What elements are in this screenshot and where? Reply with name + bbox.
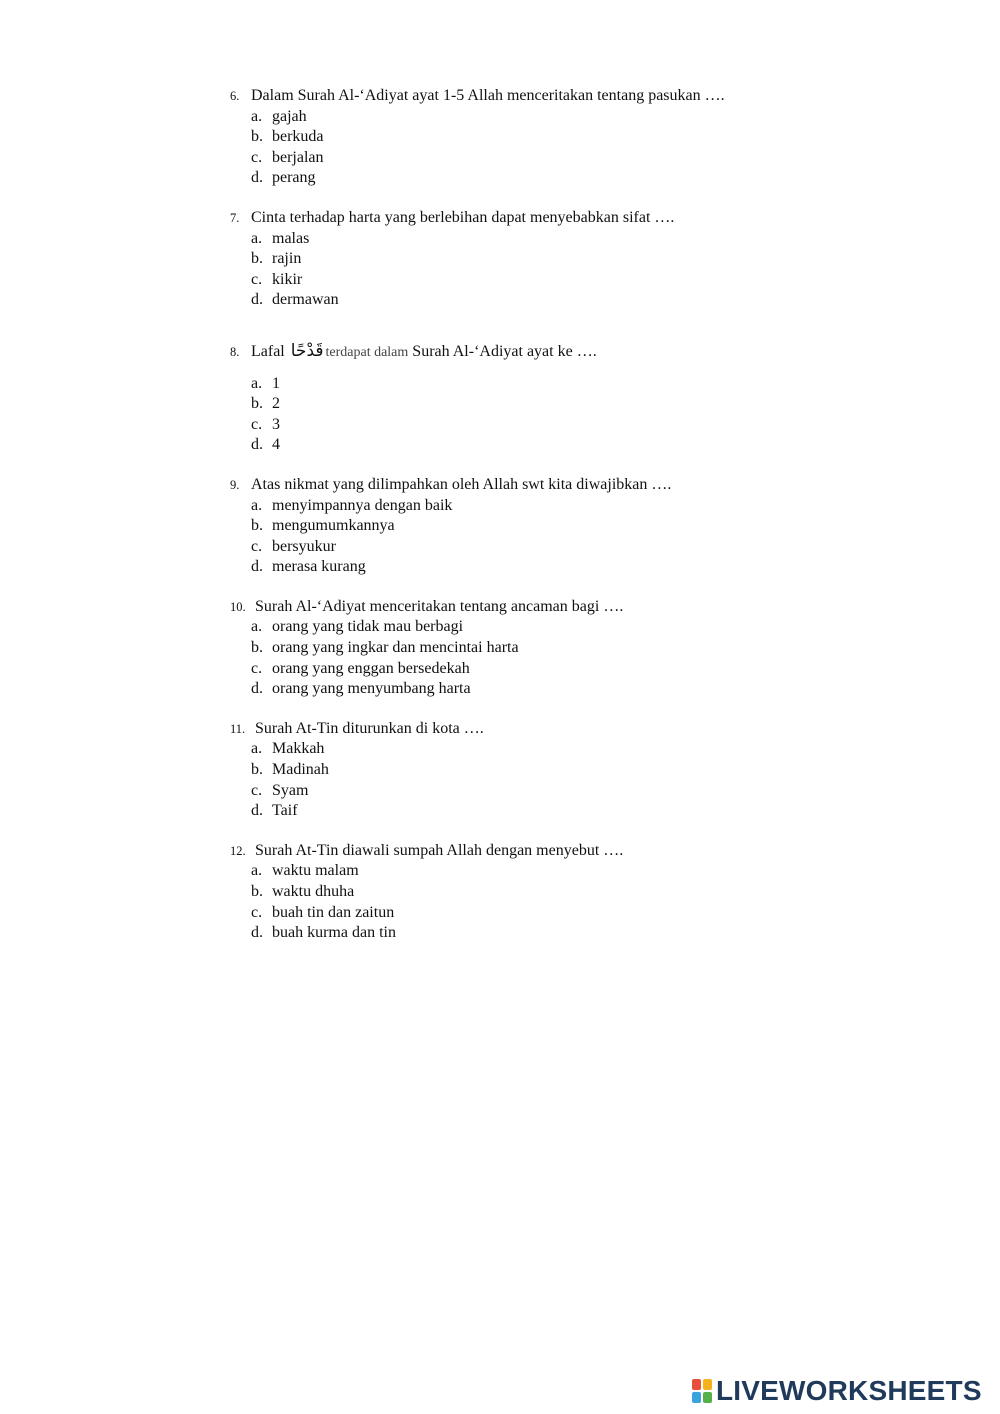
option-text: mengumumkannya xyxy=(272,517,395,535)
question-text-suffix: Surah Al-‘Adiyat ayat ke …. xyxy=(412,342,597,360)
option-text: orang yang ingkar dan mencintai harta xyxy=(272,639,519,657)
option-letter: a. xyxy=(251,862,263,880)
answer-option[interactable] xyxy=(251,415,930,436)
answer-option[interactable] xyxy=(251,229,930,250)
logo-mark-icon xyxy=(692,1379,712,1403)
question-9 xyxy=(230,475,930,578)
option-letter: d. xyxy=(251,558,263,576)
option-letter: b. xyxy=(251,517,263,535)
logo-square xyxy=(692,1379,701,1390)
option-letter: d. xyxy=(251,169,263,187)
option-letter: b. xyxy=(251,250,263,268)
answer-option[interactable] xyxy=(251,760,930,781)
liveworksheets-logo xyxy=(692,1374,982,1408)
logo-text: LIVEWORKSHEETS xyxy=(716,1375,982,1406)
option-letter: b. xyxy=(251,128,263,146)
option-letter: c. xyxy=(251,903,263,921)
answer-option[interactable] xyxy=(251,435,930,456)
option-text: buah kurma dan tin xyxy=(272,924,396,942)
answer-option[interactable] xyxy=(251,516,930,537)
answer-option[interactable] xyxy=(251,659,930,680)
option-letter: d. xyxy=(251,802,263,820)
answer-options xyxy=(230,107,930,189)
answer-option[interactable] xyxy=(251,882,930,903)
option-text: berkuda xyxy=(272,128,324,146)
option-text: kikir xyxy=(272,270,303,288)
question-text: Cinta terhadap harta yang berlebihan dapat menyebabkan sifat …. xyxy=(251,208,675,226)
question-stem xyxy=(230,341,930,364)
option-text: orang yang menyumbang harta xyxy=(272,680,471,698)
option-text: Taif xyxy=(272,802,298,820)
option-text: waktu dhuha xyxy=(272,883,355,900)
option-text: berjalan xyxy=(272,148,324,166)
option-text: waktu malam xyxy=(272,862,359,880)
question-stem xyxy=(230,208,930,229)
answer-option[interactable] xyxy=(251,394,930,415)
option-text: rajin xyxy=(272,250,302,268)
question-stem xyxy=(230,475,930,496)
question-text: Surah At-Tin diturunkan di kota …. xyxy=(255,719,484,737)
option-letter: c. xyxy=(251,415,263,433)
answer-options xyxy=(230,617,930,699)
option-text: gajah xyxy=(272,107,307,125)
logo-square xyxy=(692,1392,701,1403)
option-letter: b. xyxy=(251,883,263,900)
answer-options xyxy=(230,496,930,578)
option-text: 4 xyxy=(272,436,280,454)
option-letter: a. xyxy=(251,740,263,758)
question-stem xyxy=(230,719,930,740)
option-text: malas xyxy=(272,229,310,247)
option-text: orang yang tidak mau berbagi xyxy=(272,618,464,636)
option-letter: c. xyxy=(251,781,263,799)
logo-square xyxy=(703,1379,712,1390)
answer-options xyxy=(230,229,930,311)
question-stem xyxy=(230,841,930,862)
question-number: 12. xyxy=(230,843,246,858)
question-8 xyxy=(230,341,930,456)
option-letter: a. xyxy=(251,618,263,636)
option-letter: c. xyxy=(251,270,263,288)
option-letter: d. xyxy=(251,291,263,309)
question-7 xyxy=(230,208,930,311)
answer-option[interactable] xyxy=(251,781,930,802)
option-letter: d. xyxy=(251,924,263,942)
question-text: Dalam Surah Al-‘Adiyat ayat 1-5 Allah menceritakan tentang pasukan …. xyxy=(251,87,725,104)
option-letter: a. xyxy=(251,229,263,247)
answer-option[interactable] xyxy=(251,127,930,148)
option-letter: a. xyxy=(251,496,263,514)
answer-option[interactable] xyxy=(251,496,930,517)
answer-option[interactable] xyxy=(251,537,930,558)
answer-option[interactable] xyxy=(251,557,930,578)
option-letter: c. xyxy=(251,659,263,677)
question-11 xyxy=(230,719,930,822)
question-number: 6. xyxy=(230,89,240,103)
arabic-word: قَدْحًا xyxy=(290,340,324,361)
option-letter: b. xyxy=(251,639,263,657)
question-stem xyxy=(230,597,930,618)
answer-option[interactable] xyxy=(251,679,930,700)
question-text: Surah Al-‘Adiyat menceritakan tentang ancaman bagi …. xyxy=(255,597,624,615)
question-stem xyxy=(230,86,930,107)
answer-options xyxy=(230,374,930,456)
question-text: Atas nikmat yang dilimpahkan oleh Allah swt kita diwajibkan …. xyxy=(251,475,672,493)
answer-option[interactable] xyxy=(251,148,930,169)
option-text: buah tin dan zaitun xyxy=(272,903,395,921)
question-number: 10. xyxy=(230,599,246,614)
logo-square xyxy=(703,1392,712,1403)
option-letter: b. xyxy=(251,395,263,413)
option-letter: a. xyxy=(251,107,263,125)
option-text: menyimpannya dengan baik xyxy=(272,496,453,514)
question-text-prefix: Lafal xyxy=(251,342,285,360)
question-number: 11. xyxy=(230,721,246,736)
answer-options xyxy=(230,861,930,943)
answer-option[interactable] xyxy=(251,374,930,395)
answer-option[interactable] xyxy=(251,739,930,760)
option-letter: d. xyxy=(251,436,263,454)
option-text: dermawan xyxy=(272,291,339,309)
question-10 xyxy=(230,597,930,700)
answer-option[interactable] xyxy=(251,168,930,189)
option-text: Syam xyxy=(272,781,309,799)
question-text-middle: terdapat dalam xyxy=(325,344,409,360)
option-text: 3 xyxy=(272,415,280,433)
answer-option[interactable] xyxy=(251,617,930,638)
question-number: 7. xyxy=(230,210,240,225)
option-text: Makkah xyxy=(272,740,325,758)
worksheet xyxy=(230,86,930,963)
answer-option[interactable] xyxy=(251,861,930,882)
option-text: 2 xyxy=(272,395,280,413)
question-number: 9. xyxy=(230,477,240,492)
question-6 xyxy=(230,86,930,189)
option-text: Madinah xyxy=(272,761,329,779)
answer-option[interactable] xyxy=(251,270,930,291)
question-12 xyxy=(230,841,930,944)
option-text: 1 xyxy=(272,374,280,392)
option-text: orang yang enggan bersedekah xyxy=(272,659,470,677)
option-letter: d. xyxy=(251,680,263,698)
option-text: perang xyxy=(272,169,316,187)
option-letter: a. xyxy=(251,374,263,392)
answer-option[interactable] xyxy=(251,638,930,659)
option-letter: c. xyxy=(251,148,263,166)
answer-option[interactable] xyxy=(251,903,930,924)
answer-option[interactable] xyxy=(251,801,930,822)
answer-option[interactable] xyxy=(251,107,930,128)
option-text: merasa kurang xyxy=(272,558,366,576)
answer-option[interactable] xyxy=(251,249,930,270)
question-text: Surah At-Tin diawali sumpah Allah dengan menyebut …. xyxy=(255,841,624,859)
question-number: 8. xyxy=(230,344,240,359)
option-letter: b. xyxy=(251,761,263,779)
option-letter: c. xyxy=(251,537,263,555)
answer-option[interactable] xyxy=(251,923,930,944)
answer-option[interactable] xyxy=(251,290,930,311)
option-text: bersyukur xyxy=(272,537,336,555)
answer-options xyxy=(230,739,930,821)
